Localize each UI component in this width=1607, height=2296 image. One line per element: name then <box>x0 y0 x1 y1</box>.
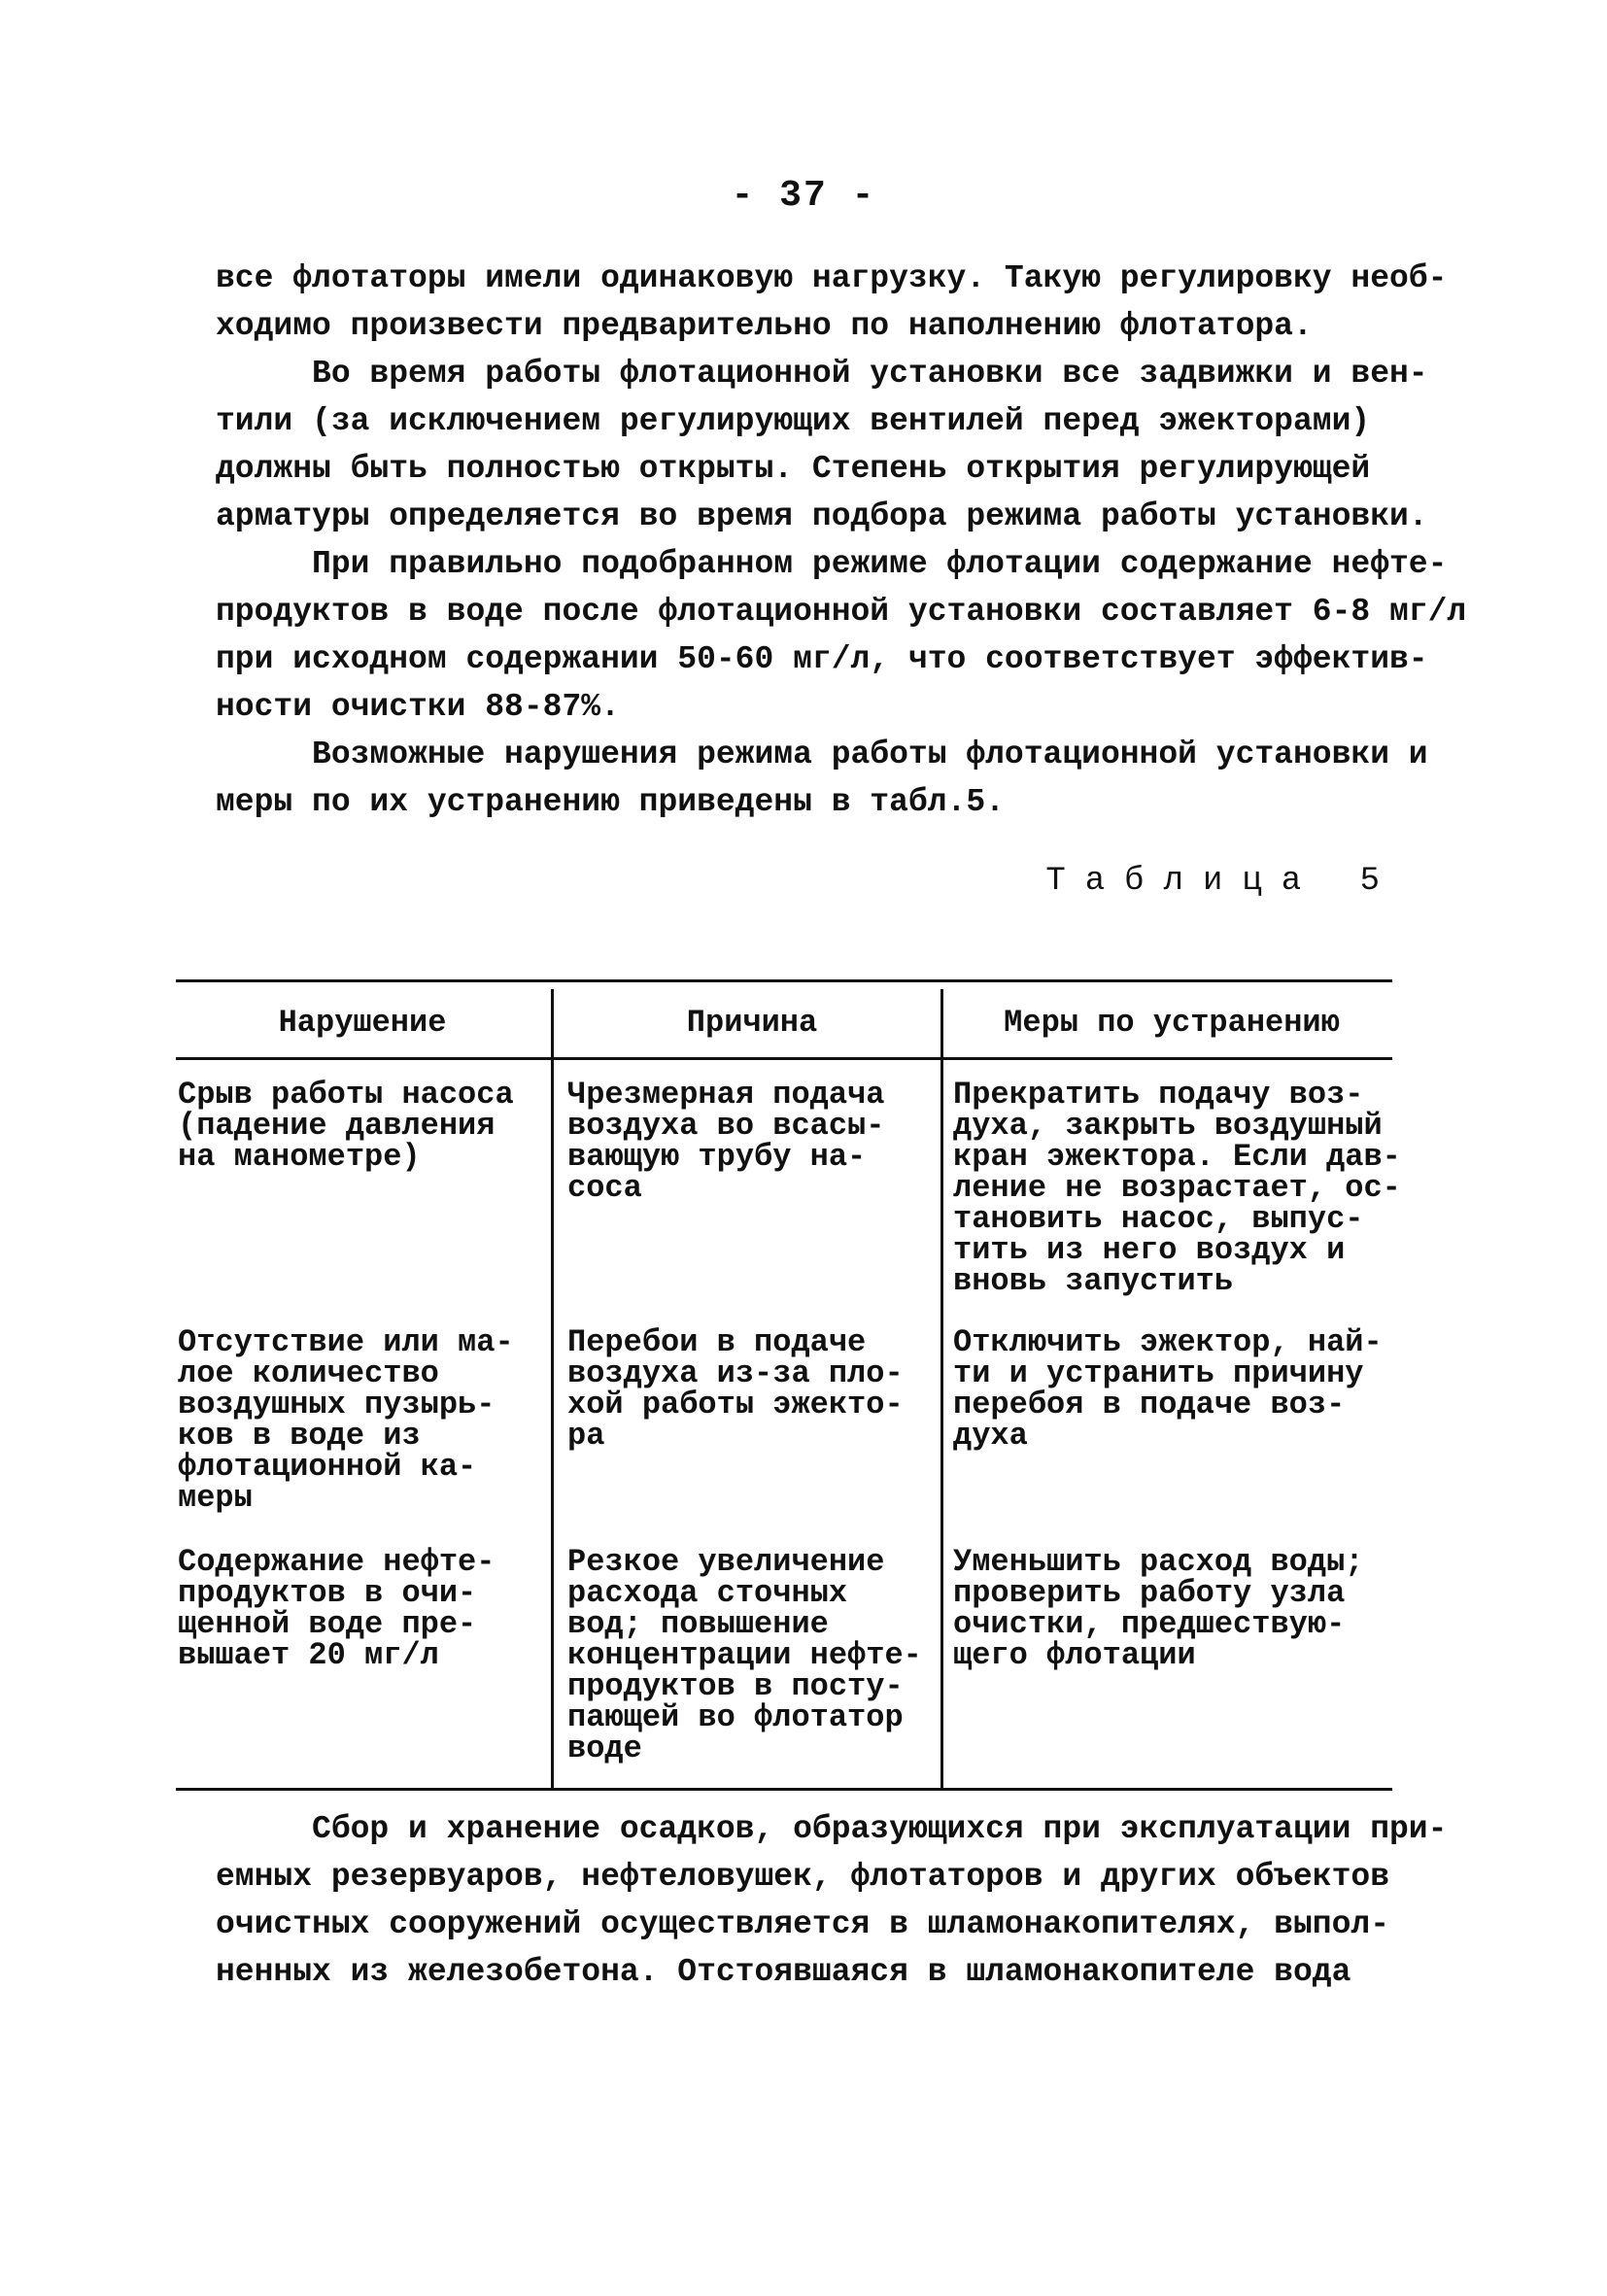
table-cell: Срыв работы насоса (падение давления на манометре) <box>178 1077 514 1175</box>
table-cell: Уменьшить расход воды; проверить работу узла очистки, предшествую- щего флотации <box>953 1544 1364 1673</box>
table-cell: Чрезмерная подача воздуха во всасы- вающую трубу на- соса <box>567 1077 885 1206</box>
column-divider <box>940 989 943 1788</box>
table-title: Таблица 5 <box>1045 863 1399 900</box>
column-divider <box>551 989 554 1788</box>
body-text-bottom: Сбор и хранение осадков, образующихся при эксплуатации при- емных резервуаров, нефтеловушек, флотаторов и других объектов очистных сооружений осуществляется в шламонакопителях, выпол- ненных из железобетона. Отстоявшаяся в шламонакопителе вода <box>216 1811 1448 1990</box>
page-number: - 37 - <box>731 175 876 217</box>
body-text-top: все флотаторы имели одинаковую нагрузку. Такую регулировку необ- ходимо произвести предварительно по наполнению флотатора. Во время работы флотационной установки все задвижки и вен- тили (за исключением регулирующих вентилей перед эжекторами) должны быть полностью открыты. Степень открытия регулирующей арматуры определяется во время подбора режима работы установки. При правильно подобранном режиме флотации содержание нефте- продуктов в воде после флотационной установки составляет 6-8 мг/л при исходном содержании 50-60 мг/л, что соответствует эффектив- ности очистки 88-87%. Возможные нарушения режима работы флотационной установки и меры по их устранению приведены в табл.5. <box>216 260 1467 820</box>
column-header-cause: Причина <box>686 1005 818 1041</box>
table-cell: Отсутствие или ма- лое количество воздушных пузырь- ков в воде из флотационной ка- меры <box>178 1324 514 1516</box>
table-header-rule <box>176 1057 1392 1060</box>
table-bottom-rule <box>176 1788 1392 1791</box>
column-header-remedy: Меры по устранению <box>1004 1005 1340 1041</box>
table-cell: Отключить эжектор, най- ти и устранить причину перебоя в подаче воз- духа <box>953 1324 1383 1454</box>
table-cell: Прекратить подачу воз- духа, закрыть воздушный кран эжектора. Если дав- ление не возрастает, ос- тановить насос, выпус- тить из него воздух и вновь запустить <box>953 1077 1401 1299</box>
table-cell: Резкое увеличение расхода сточных вод; повышение концентрации нефте- продуктов в посту- пающей во флотатор воде <box>567 1544 922 1766</box>
table-cell: Перебои в подаче воздуха из-за пло- хой работы эжекто- ра <box>567 1324 904 1454</box>
column-header-violation: Нарушение <box>278 1005 447 1041</box>
table-cell: Содержание нефте- продуктов в очи- щенной воде пре- вышает 20 мг/л <box>178 1544 496 1673</box>
table-top-rule <box>176 979 1392 982</box>
